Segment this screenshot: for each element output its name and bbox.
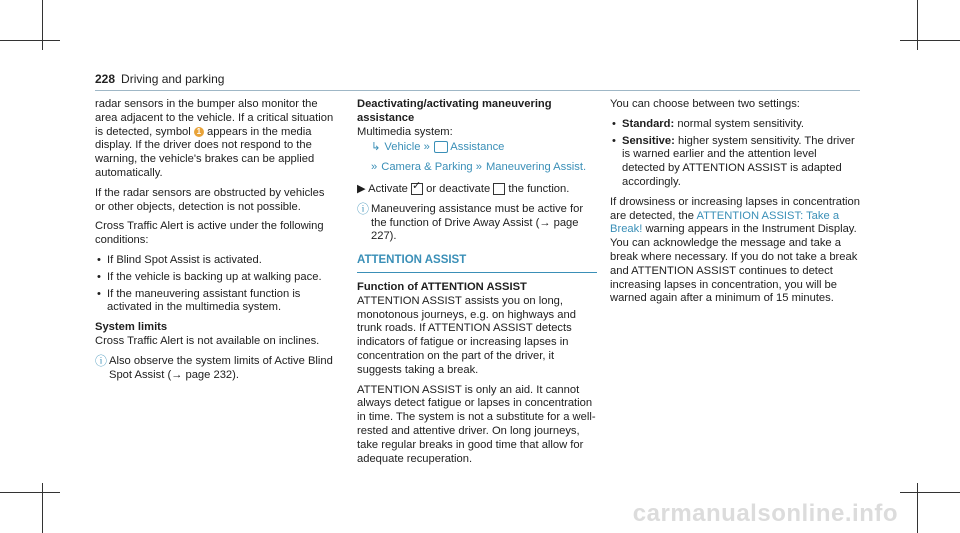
crop-mark (42, 0, 43, 50)
column-3 (610, 98, 860, 312)
action-step: ▶ Activate ✓ or deactivate the function. (357, 183, 597, 197)
action-triangle-icon: ▶ (357, 182, 366, 195)
crop-mark (0, 40, 60, 41)
paragraph: ATTENTION ASSIST is only an aid. It cannot always detect fatigue or lapses in concentration in time. The system is not a substitute for a well-rested and attentive driver. On long journeys, take regular breaks in good time that allow for adequate recuperation. (357, 383, 596, 465)
paragraph: radar sensors in the bumper also monitor the area adjacent to the vehicle. If a critical situation is detected, symbol 1 appears in the media display. If the driver does not respond to the warning, the vehicle's brakes can be applied automatically. (95, 98, 334, 179)
checkbox-checked-icon[interactable] (411, 183, 423, 195)
path-assistance[interactable]: Assistance (450, 141, 505, 154)
paragraph: If the radar sensors are obstructed by vehicles or other objects, detection is not possible. (95, 186, 325, 213)
list-item: • If the vehicle is backing up at walking pace. (95, 271, 335, 285)
paragraph: Cross Traffic Alert is not available on inclines. (95, 334, 320, 347)
maneuvering-heading: Deactivating/activating maneuvering assistance (357, 98, 552, 124)
section-title: Driving and parking (121, 72, 225, 86)
path-camera-parking[interactable]: Camera & Parking (381, 161, 473, 174)
column-2 (357, 98, 597, 472)
crop-mark (917, 0, 918, 50)
attention-assist-section-title: ATTENTION ASSIST (357, 254, 597, 273)
crop-mark (0, 492, 60, 493)
crop-mark (900, 492, 960, 493)
paragraph: Cross Traffic Alert is active under the following conditions: (95, 220, 324, 247)
double-chevron-icon: » (475, 161, 482, 174)
note: ⓘ Maneuvering assistance must be active for the function of Drive Away Assist (→ page 227). (357, 201, 584, 243)
info-icon: ⓘ (95, 353, 108, 368)
info-icon: ⓘ (357, 201, 370, 216)
car-icon (434, 141, 448, 153)
menu-path (357, 161, 597, 175)
symbol-1-badge: 1 (194, 127, 204, 137)
menu-path (357, 141, 597, 155)
header-rule (95, 90, 860, 91)
checkbox-unchecked-icon[interactable] (493, 183, 505, 195)
system-limits-heading: System limits (95, 321, 168, 334)
list-item: • If the maneuvering assistant function is activated in the multimedia system. (95, 288, 335, 316)
crop-mark (900, 40, 960, 41)
paragraph: You can choose between two settings: (610, 98, 800, 110)
page-number: 228 (95, 72, 116, 86)
function-heading: Function of ATTENTION ASSIST (357, 280, 527, 293)
path-maneuvering-assist[interactable]: Maneuvering Assist. (485, 161, 587, 174)
double-chevron-icon: » (423, 141, 430, 154)
paragraph: Multimedia system: (357, 125, 453, 138)
paragraph: ATTENTION ASSIST assists you on long, monotonous journeys, e.g. on highways and trunk roads. If ATTENTION ASSIST detects indicators of fatigue or increasing lapses in concentration on the part of the driver, it suggests taking a break. (357, 294, 576, 376)
watermark: carmanualsonline.info (632, 500, 898, 527)
list-item: • Sensitive: higher system sensitivity. The driver is warned earlier and the attention level detected by ATTENTION ASSIST is adapted accordingly. (610, 135, 860, 190)
page-header (95, 72, 224, 86)
path-vehicle[interactable]: Vehicle (384, 141, 421, 154)
list-item: • Standard: normal system sensitivity. (610, 118, 860, 132)
note: ⓘ Also observe the system limits of Active Blind Spot Assist (→ page 232). (95, 353, 333, 381)
crop-mark (917, 483, 918, 533)
settings-list (610, 118, 860, 190)
column-1 (95, 98, 335, 388)
path-arrow-icon: ↳ (371, 141, 381, 154)
warning-message-text: ATTENTION ASSIST: Take a Break! (610, 209, 840, 236)
crop-mark (42, 483, 43, 533)
paragraph: If drowsiness or increasing lapses in concentration are detected, the ATTENTION ASSIST: Take a Break! warning appears in the Instrument Display. You can acknowledge the message and take a break where necessary. If you do not take a break and ATTENTION ASSIST continues to detect increasing lapses in concentration, you will be warned again after a minimum of 15 minutes. (610, 195, 860, 305)
condition-list (95, 254, 335, 315)
double-chevron-icon: » (371, 161, 378, 174)
list-item: • If Blind Spot Assist is activated. (95, 254, 335, 268)
